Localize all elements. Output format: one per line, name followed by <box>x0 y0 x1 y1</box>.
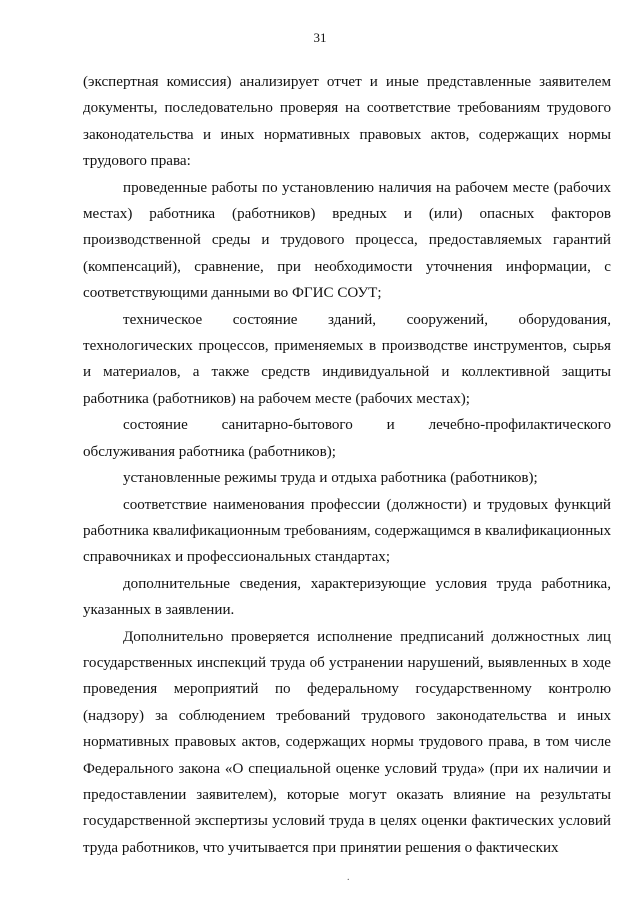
paragraph-sanitary-service: состояние санитарно-бытового и лечебно-профилактического обслуживания работника (работников); <box>83 417 611 460</box>
paragraph-qualification: соответствие наименования профессии (должности) и трудовых функций работника квалификационным требованиям, содержащимся в квалификационных справочниках и профессиональных стандартах; <box>83 496 611 566</box>
paragraph-additional-info: дополнительные сведения, характеризующие условия труда работника, указанных в заявлении. <box>83 575 611 619</box>
page-number: 31 <box>313 30 327 45</box>
bottom-mark: . <box>347 872 350 883</box>
document-body <box>83 69 611 861</box>
paragraph-hazard-factors: проведенные работы по установлению наличия на рабочем месте (рабочих местах) работника (работников) вредных и (или) опасных факторов производственной среды и трудового процесса, предоставляемых гарантий (компенсаций), сравнение, при необходимости уточнения информации, с соответствующими данными во ФГИС СОУТ; <box>83 179 611 302</box>
paragraph-intro: (экспертная комиссия) анализирует отчет и иные представленные заявителем документы, последовательно проверяя на соответствие требованиям трудового законодательства и иных нормативных правовых актов, содержащих нормы трудового права: <box>83 74 611 170</box>
paragraph-technical-state: техническое состояние зданий, сооружений, оборудования, технологических процессов, применяемых в производстве инструментов, сырья и материалов, а также средств индивидуальной и коллективной защиты работника (работников) на рабочем месте (рабочих местах); <box>83 311 611 407</box>
paragraph-work-rest-regime: установленные режимы труда и отдыха работника (работников); <box>123 470 538 487</box>
paragraph-inspection-orders: Дополнительно проверяется исполнение предписаний должностных лиц государственных инспекций труда об устранении нарушений, выявленных в ходе проведения мероприятий по федеральному государственному контролю (надзору) за соблюдением требований трудового законодательства и иных нормативных правовых актов, содержащих нормы трудового права, в том числе Федерального закона «О специальной оценке условий труда» (при их наличии и предоставлении заявителем), которые могут оказать влияние на результаты государственной экспертизы условий труда в целях оценки фактических условий труда работников, что учитывается при принятии решения о фактических <box>83 628 611 856</box>
